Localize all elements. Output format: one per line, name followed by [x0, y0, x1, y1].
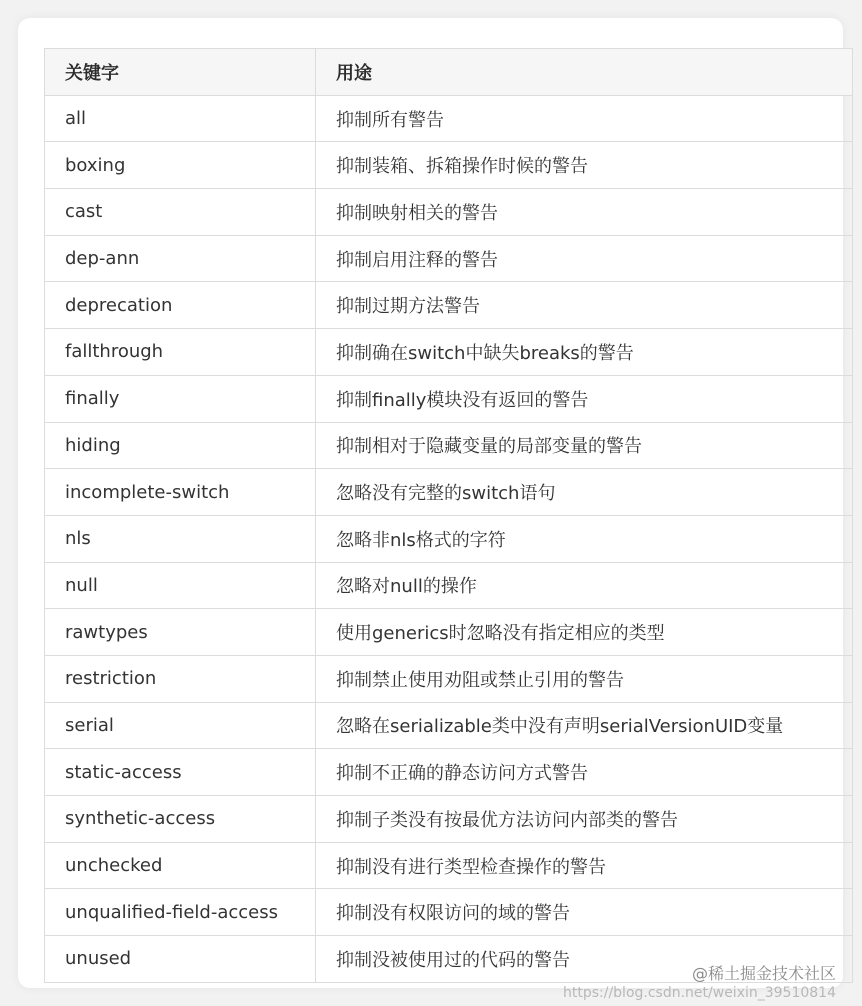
keyword-cell: incomplete-switch [45, 469, 316, 516]
keyword-cell: fallthrough [45, 329, 316, 376]
table-row [45, 422, 853, 469]
purpose-cell: 忽略在serializable类中没有声明serialVersionUID变量 [316, 702, 853, 749]
keyword-cell: deprecation [45, 282, 316, 329]
keyword-cell: boxing [45, 142, 316, 189]
table-header-row [45, 49, 853, 96]
keyword-cell: restriction [45, 655, 316, 702]
purpose-cell: 抑制相对于隐藏变量的局部变量的警告 [316, 422, 853, 469]
purpose-cell: 忽略对null的操作 [316, 562, 853, 609]
watermark-url: https://blog.csdn.net/weixin_39510814 [562, 985, 836, 1001]
purpose-cell: 抑制映射相关的警告 [316, 189, 853, 236]
keyword-cell: null [45, 562, 316, 609]
purpose-cell: 抑制没被使用过的代码的警告 [316, 936, 853, 983]
table-row [45, 189, 853, 236]
purpose-cell: 抑制不正确的静态访问方式警告 [316, 749, 853, 796]
keyword-cell: serial [45, 702, 316, 749]
keyword-cell: all [45, 95, 316, 142]
header-purpose: 用途 [316, 49, 853, 96]
table-row [45, 95, 853, 142]
keyword-cell: dep-ann [45, 235, 316, 282]
keyword-cell: unqualified-field-access [45, 889, 316, 936]
keyword-cell: synthetic-access [45, 796, 316, 843]
table-row [45, 889, 853, 936]
purpose-cell: 抑制确在switch中缺失breaks的警告 [316, 329, 853, 376]
table-row [45, 515, 853, 562]
purpose-cell: 抑制所有警告 [316, 95, 853, 142]
table-row [45, 235, 853, 282]
purpose-cell: 抑制子类没有按最优方法访问内部类的警告 [316, 796, 853, 843]
table-row [45, 655, 853, 702]
purpose-cell: 抑制没有权限访问的域的警告 [316, 889, 853, 936]
suppress-warnings-table [44, 48, 853, 983]
purpose-cell: 抑制没有进行类型检查操作的警告 [316, 842, 853, 889]
purpose-cell: 忽略非nls格式的字符 [316, 515, 853, 562]
header-keyword: 关键字 [45, 49, 316, 96]
table-row [45, 375, 853, 422]
table-row [45, 329, 853, 376]
keyword-cell: static-access [45, 749, 316, 796]
keyword-cell: unused [45, 936, 316, 983]
keyword-cell: hiding [45, 422, 316, 469]
keyword-cell: unchecked [45, 842, 316, 889]
table-row [45, 609, 853, 656]
table-card [18, 18, 843, 988]
table-row [45, 142, 853, 189]
purpose-cell: 抑制装箱、拆箱操作时候的警告 [316, 142, 853, 189]
keyword-cell: finally [45, 375, 316, 422]
keyword-cell: rawtypes [45, 609, 316, 656]
table-row [45, 749, 853, 796]
table-row [45, 796, 853, 843]
table-row [45, 842, 853, 889]
table-row [45, 282, 853, 329]
keyword-cell: cast [45, 189, 316, 236]
table-row [45, 702, 853, 749]
purpose-cell: 抑制启用注释的警告 [316, 235, 853, 282]
keyword-cell: nls [45, 515, 316, 562]
purpose-cell: 抑制禁止使用劝阻或禁止引用的警告 [316, 655, 853, 702]
purpose-cell: 抑制finally模块没有返回的警告 [316, 375, 853, 422]
watermark-label: @稀土掘金技术社区 [691, 964, 836, 983]
purpose-cell: 忽略没有完整的switch语句 [316, 469, 853, 516]
table-body [45, 95, 853, 982]
purpose-cell: 使用generics时忽略没有指定相应的类型 [316, 609, 853, 656]
purpose-cell: 抑制过期方法警告 [316, 282, 853, 329]
table-row [45, 562, 853, 609]
table-row [45, 469, 853, 516]
